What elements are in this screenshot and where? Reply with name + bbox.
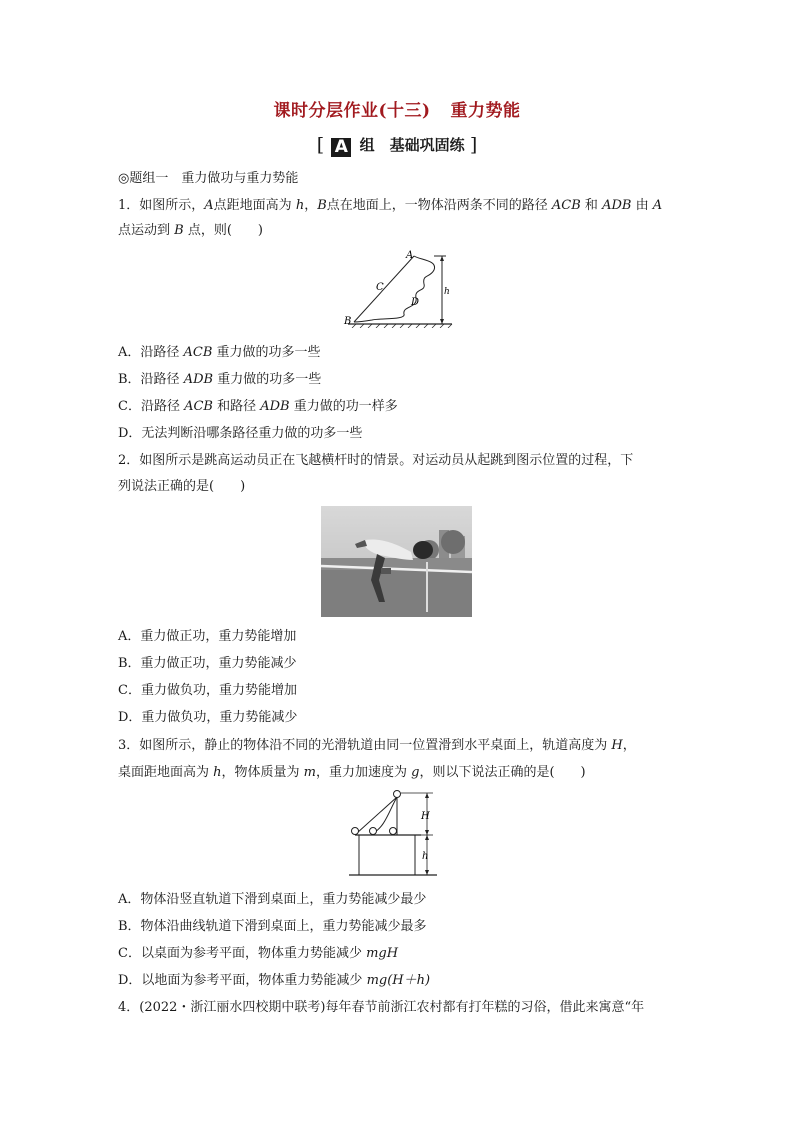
q2-line1: 2．如图所示是跳高运动员正在飞越横杆时的情景。对运动员从起跳到图示位置的过程，下 <box>118 453 634 468</box>
q1-line1: 1．如图所示，A点距地面高为 h，B点在地面上，一物体沿两条不同的路径 ACB 和 ADB 由 A <box>118 198 663 213</box>
q1-option-b: B．沿路径 ADB 重力做的功多一些 <box>118 372 322 387</box>
page-title <box>0 96 794 121</box>
q3-option-d: D．以地面为参考平面，物体重力势能减少 mg(H＋h) <box>118 973 431 988</box>
q3-option-b: B．物体沿曲线轨道下滑到桌面上，重力势能减少最多 <box>118 919 427 934</box>
group-header <box>0 134 794 157</box>
q1-figure <box>342 248 454 328</box>
q3-figure <box>343 789 443 879</box>
label-H: H <box>421 811 430 822</box>
q2-option-b: B．重力做正功，重力势能减少 <box>118 656 297 671</box>
label-A: A <box>406 250 414 261</box>
label-D: D <box>411 297 420 308</box>
bracket-left: [ <box>316 134 325 156</box>
q3-option-a: A．物体沿竖直轨道下滑到桌面上，重力势能减少最少 <box>118 892 427 907</box>
title-main: 课时分层作业(十三) <box>273 101 431 121</box>
group-letter-badge: A <box>331 138 351 157</box>
q4-line1: 4．(2022・浙江丽水四校期中联考)每年春节前浙江农村都有打年糕的习俗，借此来寓意“年 <box>118 1000 645 1015</box>
q3-line1: 3．如图所示，静止的物体沿不同的光滑轨道由同一位置滑到水平桌面上，轨道高度为 H， <box>118 738 636 753</box>
q1-option-c: C．沿路径 ACB 和路径 ADB 重力做的功一样多 <box>118 399 398 414</box>
high-jump-photo <box>321 506 472 617</box>
q2-option-c: C．重力做负功，重力势能增加 <box>118 683 297 698</box>
q2-option-a: A．重力做正功，重力势能增加 <box>118 629 297 644</box>
label-B: B <box>344 316 352 327</box>
q3-line2: 桌面距地面高为 h，物体质量为 m，重力加速度为 g，则以下说法正确的是( ) <box>118 765 586 780</box>
title-sub: 重力势能 <box>450 101 521 121</box>
q1-option-d: D．无法判断沿哪条路径重力做的功多一些 <box>118 426 363 441</box>
q2-option-d: D．重力做负功，重力势能减少 <box>118 710 298 725</box>
topic-heading: ◎题组一 重力做功与重力势能 <box>118 171 299 186</box>
label-h: h <box>422 851 429 862</box>
group-name: 组 基础巩固练 <box>359 136 465 154</box>
label-h: h <box>444 287 450 297</box>
q1-line2: 点运动到 B 点，则( ) <box>118 223 263 238</box>
q3-option-c: C．以桌面为参考平面，物体重力势能减少 mgH <box>118 946 399 961</box>
q1-option-a: A．沿路径 ACB 重力做的功多一些 <box>118 345 321 360</box>
q2-line2: 列说法正确的是( ) <box>118 479 246 494</box>
label-C: C <box>376 282 384 293</box>
bracket-right: ] <box>469 134 478 156</box>
